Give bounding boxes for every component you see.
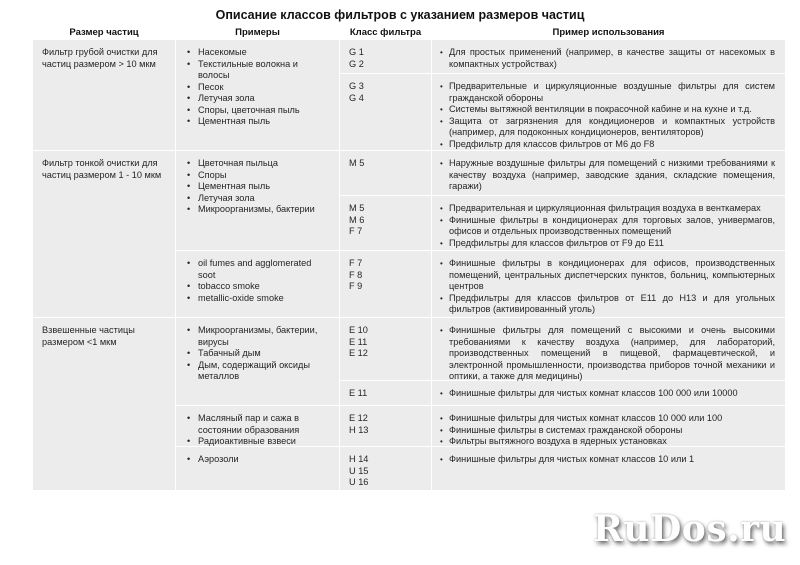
watermark-logo: RuDos.ru xyxy=(593,508,787,550)
example-item: • Цветочная пыльца xyxy=(184,158,331,170)
size-cell-coarse: Фильтр грубой очистки для частиц размером > 10 мкм xyxy=(33,40,175,150)
usage-cell xyxy=(432,74,785,150)
filter-class: U 15 xyxy=(349,465,369,476)
example-item: • Споры xyxy=(184,170,331,182)
filter-class: E 10 xyxy=(349,325,368,335)
usage-cell xyxy=(432,447,785,490)
header-usage: Пример использования xyxy=(552,27,665,38)
example-item: • Цементная пыль xyxy=(184,181,331,193)
filter-class: F 9 xyxy=(349,281,363,291)
examples-cell xyxy=(176,318,339,405)
header-size: Размер частиц xyxy=(69,27,139,38)
filter-class-cell xyxy=(340,318,431,380)
usage-cell xyxy=(432,251,785,317)
example-item: • oil fumes and agglomerated soot xyxy=(184,258,331,281)
usage-item: • Фильтры вытяжного воздуха в ядерных установках xyxy=(440,436,775,448)
example-item: • Масляный пар и сажа в состоянии образования xyxy=(184,413,331,436)
example-item: • Летучая зола xyxy=(184,93,331,105)
usage-cell xyxy=(432,40,785,73)
filter-class: F 7 xyxy=(349,226,363,236)
filter-class: U 16 xyxy=(349,477,369,487)
filter-class-cell xyxy=(340,381,431,405)
example-item: • Аэрозоли xyxy=(184,454,331,466)
usage-item: • Системы вытяжной вентиляции в покрасочной кабине и на кухне и т.д. xyxy=(440,104,775,116)
example-item: • Насекомые xyxy=(184,47,331,59)
filter-class: M 6 xyxy=(349,214,365,225)
example-item: • Микроорганизмы, бактерии, вирусы xyxy=(184,325,331,348)
usage-item: • Финишные фильтры в системах гражданской обороны xyxy=(440,425,775,437)
usage-cell xyxy=(432,151,785,195)
filter-class: E 11 xyxy=(349,388,368,398)
examples-cell xyxy=(176,251,339,317)
example-item: • Споры, цветочная пыль xyxy=(184,105,331,117)
filter-class: G 4 xyxy=(349,92,364,103)
filter-class: H 14 xyxy=(349,454,369,464)
usage-item: • Финишные фильтры для чистых комнат классов 10 000 или 100 xyxy=(440,413,775,425)
usage-item: • Защита от загрязнения для кондиционеров и компактных устройств (например, для подоконных кондиционеров, вентиляторов) xyxy=(440,116,775,139)
examples-cell xyxy=(176,40,339,150)
filter-class: E 11 xyxy=(349,336,368,347)
filter-class-cell xyxy=(340,251,431,317)
filter-class: F 8 xyxy=(349,269,363,280)
usage-item: • Предфильтры для классов фильтров от E11 до H13 и для угольных фильтров (активированный уголь) xyxy=(440,293,775,316)
examples-cell xyxy=(176,447,339,490)
example-item: • Дым, содержащий оксиды металлов xyxy=(184,360,331,383)
filter-class-cell xyxy=(340,40,431,73)
filter-class: H 13 xyxy=(349,424,369,435)
usage-item: • Предфильтр для классов фильтров от М6 до F8 xyxy=(440,139,775,151)
example-item: • Микроорганизмы, бактерии xyxy=(184,204,331,216)
usage-item: • Финишные фильтры в кондиционерах для торговых залов, универмагов, офисов и отдельных производственных помещений xyxy=(440,215,775,238)
example-item: • Цементная пыль xyxy=(184,116,331,128)
examples-cell xyxy=(176,151,339,250)
filter-class: E 12 xyxy=(349,348,368,358)
filter-class: M 5 xyxy=(349,158,365,168)
example-item: • Песок xyxy=(184,82,331,94)
filter-class-cell xyxy=(340,196,431,250)
size-cell-fine: Фильтр тонкой очистки для частиц размером 1 - 10 мкм xyxy=(33,151,175,317)
header-examples: Примеры xyxy=(235,27,280,38)
usage-item: • Для простых применений (например, в качестве защиты от насекомых в компактных устройствах) xyxy=(440,47,775,70)
usage-item: • Предварительные и циркуляционные воздушные фильтры для систем гражданской обороны xyxy=(440,81,775,104)
usage-cell xyxy=(432,381,785,405)
filter-class-cell xyxy=(340,74,431,150)
example-item: • tobacco smoke xyxy=(184,281,331,293)
header-filter-class: Класс фильтра xyxy=(349,27,422,38)
usage-item: • Предварительная и циркуляционная фильтрация воздуха в венткамерах xyxy=(440,203,775,215)
filter-class-cell xyxy=(340,151,431,195)
filter-class: F 7 xyxy=(349,258,363,268)
usage-item: • Наружные воздушные фильтры для помещений с низкими требованиями к качеству воздуха (например, заводские здания, складские помещения, гаражи) xyxy=(440,158,775,193)
usage-item: • Предфильтры для классов фильтров от F9 до E11 xyxy=(440,238,775,250)
filter-class: G 3 xyxy=(349,81,364,91)
example-item: • Табачный дым xyxy=(184,348,331,360)
filter-class-cell xyxy=(340,447,431,490)
usage-item: • Финишные фильтры для помещений с высокими и очень высокими требованиями к качеству воздуха (например, для лабораторий, производственных помещений в пищевой, фармацевтической, и электронной промышленности, производства приборов точной механики и оптики, а также для медицины) xyxy=(440,325,775,383)
example-item: • Текстильные волокна и волосы xyxy=(184,59,331,82)
example-item: • metallic-oxide smoke xyxy=(184,293,331,305)
usage-item: • Финишные фильтры для чистых комнат классов 10 или 1 xyxy=(440,454,775,466)
page-title: Описание классов фильтров с указанием размеров частиц xyxy=(215,8,585,22)
example-item: • Радиоактивные взвеси xyxy=(184,436,331,448)
filter-class: E 12 xyxy=(349,413,368,423)
example-item: • Летучая зола xyxy=(184,193,331,205)
filter-class: G 1 xyxy=(349,47,364,57)
usage-item: • Финишные фильтры для чистых комнат классов 100 000 или 10000 xyxy=(440,388,775,400)
usage-item: • Финишные фильтры в кондиционерах для офисов, производственных помещений, центральных диспетчерских пунктов, больниц, компьютерных центров xyxy=(440,258,775,293)
examples-cell xyxy=(176,406,339,446)
filter-class: M 5 xyxy=(349,203,365,213)
filter-class: G 2 xyxy=(349,58,364,69)
usage-cell xyxy=(432,406,785,446)
filter-class-cell xyxy=(340,406,431,446)
usage-cell xyxy=(432,196,785,250)
usage-cell xyxy=(432,318,785,380)
size-cell-submicron: Взвешенные частицы размером <1 мкм xyxy=(33,318,175,490)
